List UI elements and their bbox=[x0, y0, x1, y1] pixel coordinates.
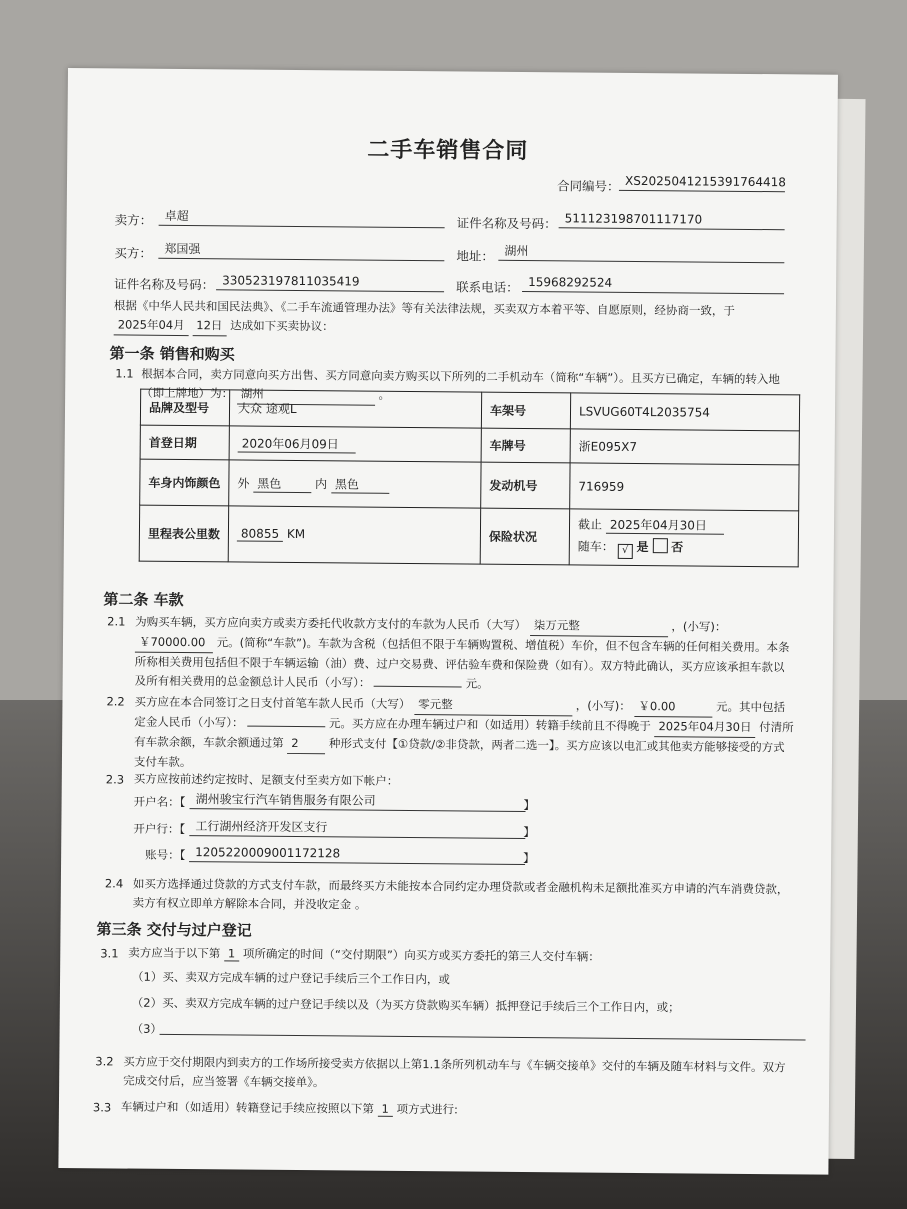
seller-id-label: 证件名称及号码： bbox=[456, 215, 557, 232]
account-name: 湖州骏宝行汽车销售服务有限公司 bbox=[190, 791, 526, 812]
clause-2-3-num: 2.3 bbox=[105, 772, 125, 787]
seller-label: 卖方： bbox=[114, 212, 153, 228]
clause-3-1-num: 3.1 bbox=[100, 946, 119, 961]
clause-2-2-text-b: ，(小写)： bbox=[575, 698, 631, 713]
intro-text: 根据《中华人民共和国民法典》、《二手车流通管理办法》等有关法律法规，买卖双方本着平等、自愿原则，经协商一致，于 bbox=[113, 298, 735, 318]
price-upper: 柒万元整 bbox=[530, 616, 668, 637]
intro-date: 2025年04月 bbox=[114, 315, 189, 336]
clause-2-2 bbox=[134, 693, 795, 778]
transfer-option: 1 bbox=[378, 1102, 393, 1117]
section-3-title: 第三条 交付与过户登记 bbox=[96, 920, 252, 940]
clause-2-1-text-a: 为购买车辆，买方应向卖方或卖方委托代收款方支付的车款为人民币（大写） bbox=[135, 614, 527, 633]
delivery-option-3: （3） bbox=[131, 1021, 163, 1036]
insurance-label: 保险状况 bbox=[480, 508, 569, 565]
clause-3-2-text: 买方应于交付期限内到卖方的工作场所接受卖方依据以上第1.1条所列机动车与《车辆交接单》交付的车辆及随车材料与文件。双方完成交付后，应当签署《车辆交接单》。 bbox=[123, 1054, 786, 1090]
insurance-no-label: 否 bbox=[671, 540, 684, 555]
account-bank-close: 】 bbox=[523, 825, 535, 840]
contract-title: 二手车销售合同 bbox=[367, 137, 529, 165]
clause-2-1 bbox=[135, 613, 796, 697]
clause-2-1-end: 元。 bbox=[465, 676, 489, 691]
clause-1-1-num: 1.1 bbox=[115, 366, 134, 381]
account-bank: 工行湖州经济开发区支行 bbox=[189, 818, 525, 839]
plate-value: 浙E095X7 bbox=[570, 429, 799, 465]
clause-2-2-text-a: 买方应在本合同签订之日支付首笔车款人民币（大写） bbox=[134, 694, 411, 712]
clause-3-1 bbox=[128, 945, 600, 965]
account-name-close: 】 bbox=[523, 798, 536, 813]
clause-2-2-text-f: 种形式支付【①贷款/②非贷款，两者二选一】。买方应该以电汇或其他卖方能够接受的方式支付车款。 bbox=[133, 736, 785, 770]
buyer-label: 买方： bbox=[114, 245, 152, 261]
seller-value: 卓超 bbox=[159, 208, 445, 228]
clause-2-1-num: 2.1 bbox=[107, 614, 126, 629]
intro-date-day: 12日 bbox=[192, 316, 226, 336]
intro-paragraph bbox=[114, 296, 794, 341]
clause-2-2-text-e: 付清所有车款余额，车款余额通过第 bbox=[134, 720, 794, 750]
account-number-label: 账号：【 bbox=[145, 847, 186, 863]
color-cell bbox=[229, 460, 481, 508]
clause-3-3-num: 3.3 bbox=[92, 1100, 112, 1115]
engine-label: 发动机号 bbox=[481, 462, 570, 509]
plate-label: 车牌号 bbox=[481, 428, 570, 463]
engine-value: 716959 bbox=[570, 463, 799, 511]
account-number-close: 】 bbox=[523, 851, 535, 866]
deposit-amount bbox=[247, 726, 325, 728]
balance-due-date: 2025年04月30日 bbox=[654, 717, 755, 738]
first-payment-lower: ￥0.00 bbox=[634, 697, 712, 718]
first-payment-upper: 零元整 bbox=[414, 695, 572, 716]
interior-color: 黑色 bbox=[331, 475, 389, 494]
vin-label: 车架号 bbox=[481, 392, 570, 429]
reg-date-value: 2020年06月09日 bbox=[238, 434, 356, 453]
buyer-value: 郑国强 bbox=[158, 241, 444, 261]
delivery-option-2: （2）买、卖双方完成车辆的过户登记手续以及（为买方贷款购买车辆）抵押登记手续后三个工作日内，或； bbox=[131, 995, 680, 1015]
clause-3-3-text-a: 车辆过户和（如适用）转籍登记手续应按照以下第 bbox=[120, 1099, 374, 1116]
brand-label: 品牌及型号 bbox=[140, 389, 229, 426]
clause-3-3-text-b: 项方式进行: bbox=[396, 1101, 459, 1117]
buyer-id-value: 330523197811035419 bbox=[216, 272, 444, 292]
payment-method: 2 bbox=[287, 734, 325, 754]
clause-2-2-text-c: 元。其中包括定金人民币（小写）： bbox=[134, 699, 786, 730]
mileage-unit: KM bbox=[286, 526, 306, 542]
insurance-until-date: 2025年04月30日 bbox=[606, 516, 724, 535]
account-bank-label: 开户行：【 bbox=[133, 821, 186, 837]
mileage-label: 里程表公里数 bbox=[139, 505, 228, 562]
insurance-with-car-label: 随车： bbox=[577, 539, 614, 554]
delivery-option: 1 bbox=[224, 946, 239, 961]
interior-label: 内 bbox=[314, 476, 328, 491]
section-1-title: 第一条 销售和购买 bbox=[109, 344, 235, 364]
clause-3-3 bbox=[121, 1099, 458, 1118]
clause-3-1-text-b: 项所确定的时间（“交付期限”）向买方或买方委托的第三人交付车辆： bbox=[242, 946, 600, 964]
registration-place: 湖州 bbox=[237, 384, 375, 405]
seller-id-value: 511123198701117170 bbox=[559, 210, 785, 230]
section-2-title: 第二条 车款 bbox=[103, 590, 184, 610]
buyer-id-label: 证件名称及号码： bbox=[114, 276, 215, 293]
intro-text-end: 达成如下买卖协议： bbox=[230, 318, 334, 334]
price-lower: ￥70000.00 bbox=[135, 633, 213, 654]
insurance-until-label: 截止 bbox=[577, 517, 603, 532]
exterior-color: 黑色 bbox=[253, 474, 311, 493]
checkbox-no[interactable] bbox=[652, 538, 667, 553]
clause-2-2-num: 2.2 bbox=[106, 694, 125, 709]
vin-value: LSVUG60T4L2035754 bbox=[570, 393, 799, 431]
contract-no: XS2025041215391764418 bbox=[619, 173, 785, 192]
reg-date-label: 首登日期 bbox=[140, 425, 229, 460]
address-value: 湖州 bbox=[498, 243, 784, 263]
clause-2-4-num: 2.4 bbox=[104, 876, 124, 891]
clause-2-1-text-c: 元。(简称“车款”)。车款为含税（包括但不限于车辆购置税、增值税）车价，但不包含车辆的任何相关费用。本条所称相关费用包括但不限于车辆运输（油）费、过户交易费、评估验车费和保险费（如有）。双方特此确认，买方应该承担车款以及所有相关费用的总金额总计人民币（小写）： bbox=[134, 635, 790, 690]
account-number: 1205220009001172128 bbox=[189, 844, 525, 865]
total-amount bbox=[374, 686, 462, 688]
address-label: 地址： bbox=[456, 248, 494, 264]
clause-1-1-text: 根据本合同，卖方同意向买方出售、买方同意向卖方购买以下所列的二手机动车（简称“车辆”）。且买方已确定，车辆的转入地（即上牌地）为： bbox=[141, 366, 781, 401]
clause-3-1-text-a: 卖方应当于以下第 bbox=[128, 945, 221, 961]
clause-1-1-end: 。 bbox=[378, 387, 391, 402]
delivery-option-3-line bbox=[160, 1017, 806, 1041]
reg-date-cell bbox=[229, 426, 481, 462]
account-name-label: 开户名：【 bbox=[133, 794, 186, 810]
mileage-value: 80855 bbox=[237, 526, 283, 541]
phone-label: 联系电话： bbox=[456, 279, 519, 295]
vehicle-table bbox=[139, 389, 800, 568]
brand-value: 大众 途观L bbox=[229, 390, 481, 428]
checkbox-yes-checked[interactable]: √ bbox=[618, 544, 633, 559]
insurance-cell bbox=[569, 509, 798, 567]
clause-2-3-text: 买方应按前述约定按时、足额支付至卖方如下帐户： bbox=[133, 771, 399, 788]
clause-2-1-text-b: ，(小写)： bbox=[671, 619, 727, 634]
clause-2-4-text: 如买方选择通过贷款的方式支付车款，而最终买方未能按本合同约定办理贷款或者金融机构未足额批准买方申请的汽车消费贷款，卖方有权立即单方解除本合同，并没收定金 。 bbox=[132, 876, 789, 912]
exterior-label: 外 bbox=[237, 475, 250, 491]
clause-3-2-num: 3.2 bbox=[95, 1054, 114, 1069]
color-label: 车身内饰颜色 bbox=[140, 459, 229, 506]
contract-page bbox=[58, 68, 838, 1175]
delivery-option-1: （1）买、卖双方完成车辆的过户登记手续后三个工作日内，或 bbox=[132, 969, 450, 987]
contract-no-label: 合同编号： bbox=[556, 178, 620, 194]
clause-2-2-text-d: 元。买方应在办理车辆过户和（如适用）转籍手续前且不得晚于 bbox=[328, 716, 651, 734]
insurance-yes-label: 是 bbox=[636, 539, 649, 555]
phone-value: 15968292524 bbox=[522, 274, 784, 294]
mileage-cell bbox=[228, 506, 480, 564]
